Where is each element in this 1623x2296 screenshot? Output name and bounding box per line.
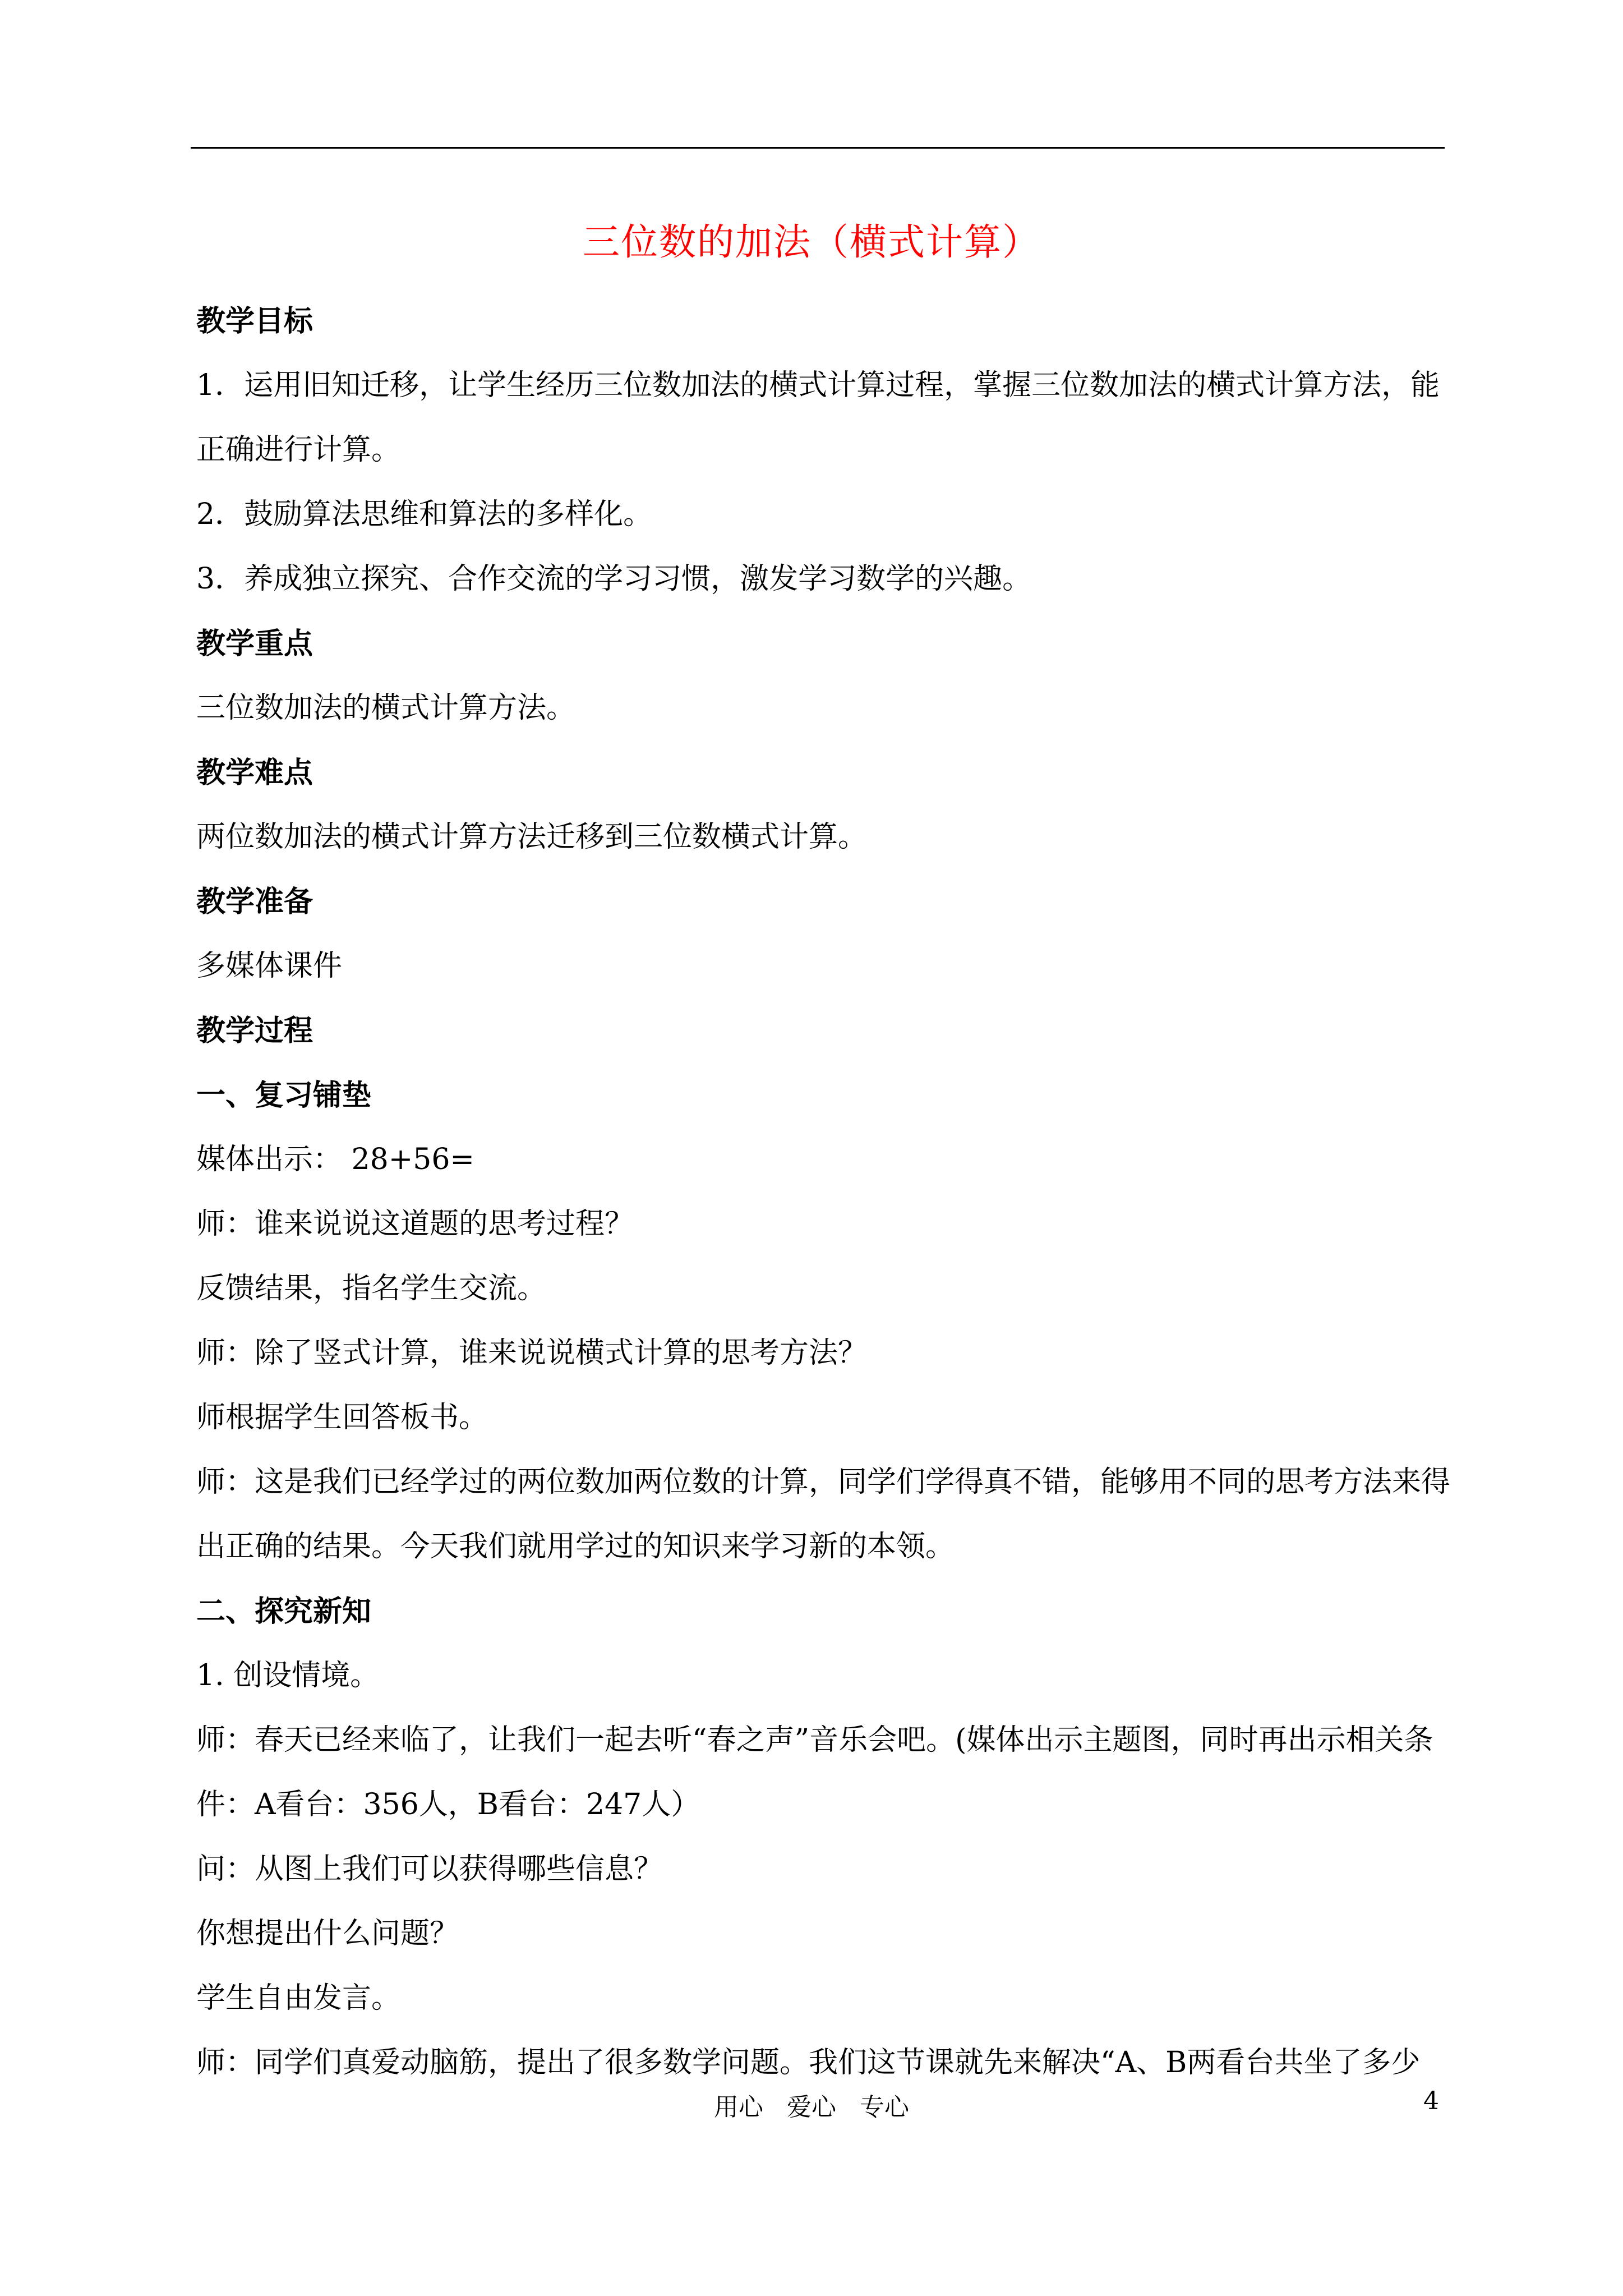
paragraph-9: 教学准备 — [196, 885, 313, 919]
paragraph-11: 教学过程 — [196, 1014, 313, 1048]
paragraph-19: 出正确的结果。今天我们就用学过的知识来学习新的本领。 — [196, 1530, 955, 1563]
paragraph-22: 师：春天已经来临了，让我们一起去听“春之声”音乐会吧。(媒体出示主题图，同时再出示相关条 — [196, 1723, 1433, 1757]
paragraph-26: 学生自由发言。 — [196, 1981, 401, 2015]
document-body — [196, 289, 1451, 2095]
paragraph-13: 媒体出示： 28+56= — [196, 1143, 475, 1176]
paragraph-4: 3．养成独立探究、合作交流的学习习惯，激发学习数学的兴趣。 — [196, 562, 1032, 596]
paragraph-3: 2．鼓励算法思维和算法的多样化。 — [196, 498, 653, 531]
paragraph-25: 你想提出什么问题？ — [196, 1917, 459, 1950]
paragraph-24: 问：从图上我们可以获得哪些信息？ — [196, 1852, 663, 1886]
paragraph-8: 两位数加法的横式计算方法迁移到三位数横式计算。 — [196, 820, 868, 854]
paragraph-2: 正确进行计算。 — [196, 433, 401, 467]
header-rule — [191, 147, 1445, 149]
paragraph-17: 师根据学生回答板书。 — [196, 1401, 488, 1434]
footer-motto: 用心 爱心 专心 — [714, 2093, 909, 2122]
paragraph-16: 师：除了竖式计算，谁来说说横式计算的思考方法？ — [196, 1336, 868, 1370]
paragraph-27: 师：同学们真爱动脑筋，提出了很多数学问题。我们这节课就先来解决“A、B两看台共坐了多少 — [196, 2046, 1421, 2079]
paragraph-12: 一、复习铺垫 — [196, 1078, 372, 1112]
paragraph-1: 1．运用旧知迁移，让学生经历三位数加法的横式计算过程，掌握三位数加法的横式计算方法，能 — [196, 369, 1440, 402]
paragraph-5: 教学重点 — [196, 627, 313, 661]
paragraph-6: 三位数加法的横式计算方法。 — [196, 691, 576, 725]
paragraph-23: 件：A看台：356人，B看台：247人） — [196, 1788, 700, 1821]
paragraph-20: 二、探究新知 — [196, 1594, 372, 1628]
page-number: 4 — [1423, 2087, 1439, 2115]
paragraph-14: 师：谁来说说这道题的思考过程？ — [196, 1207, 634, 1241]
paragraph-18: 师：这是我们已经学过的两位数加两位数的计算，同学们学得真不错，能够用不同的思考方法来得 — [196, 1465, 1451, 1499]
paragraph-15: 反馈结果，指名学生交流。 — [196, 1272, 547, 1305]
paragraph-7: 教学难点 — [196, 756, 313, 790]
paragraph-10: 多媒体课件 — [196, 949, 343, 983]
paragraph-0: 教学目标 — [196, 304, 313, 338]
paragraph-21: 1. 创设情境。 — [196, 1659, 380, 1692]
document-title: 三位数的加法（横式计算） — [583, 220, 1040, 264]
